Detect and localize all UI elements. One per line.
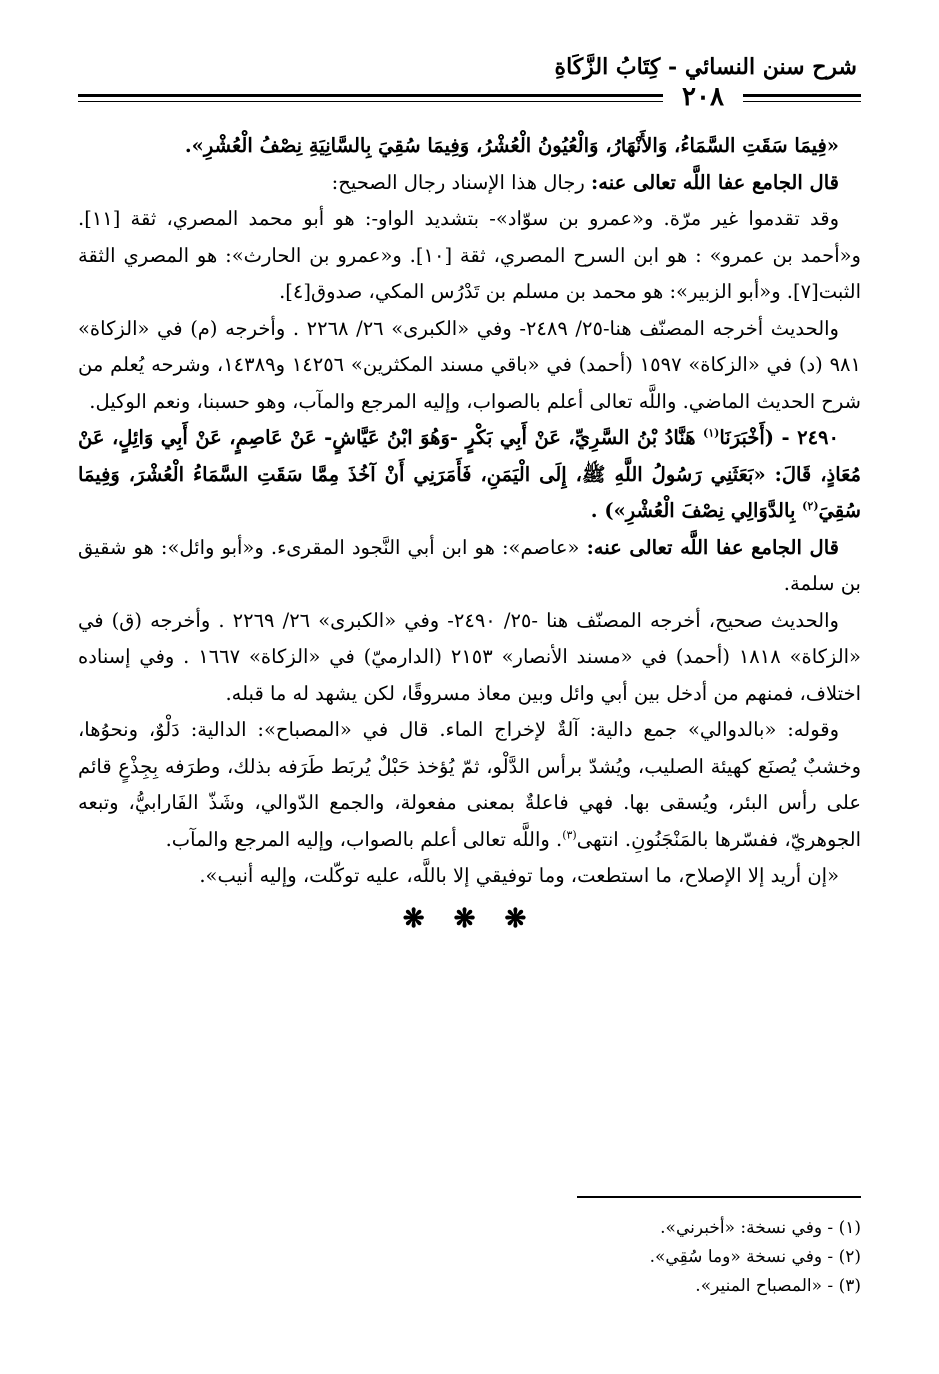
hadith-2490-opening: ٢٤٩٠ - (أَخْبَرَنَا: [719, 426, 839, 449]
footnote-ref-2: (٢): [802, 499, 819, 513]
takhrij-paragraph: والحديث أخرجه المصنّف هنا-٢٥/ ٢٤٨٩- وفي «الكبرى» ٢٦/ ٢٢٦٨ . وأخرجه (م) في «الزكاة» ٩٨١ (د) في «الزكاة» ١٥٩٧ (أحمد) في «باقي مسند المكثرين» ١٤٢٥٦ و١٤٣٨٩، وشرحه يُعلم من شرح الحديث الماضي. واللَّه تعالى أعلم بالصواب، وإليه المرجع والمآب، وهو حسبنا، ونعم الوكيل.: [78, 316, 861, 413]
commentator-label: قال الجامع عفا اللَّه تعالى عنه:: [591, 170, 839, 194]
hadith-text-end: «فِيمَا سَقَتِ السَّمَاءُ، وَالأَنْهَارُ، وَالْعُيُونُ الْعُشْرُ، وَفِيمَا سُقِيَ بِالسَّانِيَةِ نِصْفُ الْعُشْرِ».: [184, 134, 839, 157]
footnote-ref-1: (١): [702, 426, 720, 440]
footnote-ref-3: (٣): [562, 828, 577, 841]
hadith-2490-end: بِالدَّوَالِي نِصْفَ الْعُشْرِ») .: [590, 499, 803, 522]
narrators-paragraph: وقد تقدموا غير مرّة. و«عمرو بن سوّاد»- بتشديد الواو-: هو أبو محمد المصري، ثقة [١١]. و«أحمد بن عمرو» : هو ابن السرح المصري، ثقة [١٠]. و«عمرو بن الحارث»: هو المصري الثقة الثبت[٧]. و«أبو الزبير»: هو محمد بن مسلم بن تَدْرُس المكي، صدوق[٤].: [78, 207, 861, 303]
commentary-2490: [78, 530, 861, 603]
footnote-3: (٣) - «المصباح المنير».: [695, 1276, 861, 1296]
page-header: [78, 52, 861, 116]
commentary-intro: [78, 165, 861, 202]
footnotes: [360, 1214, 861, 1301]
explanation-paragraph: [78, 712, 861, 858]
header-rule: [78, 82, 861, 116]
footnote-rule: [577, 1196, 861, 1198]
header-rule-long: [78, 94, 663, 102]
commentator-label-2: قال الجامع عفا اللَّه تعالى عنه:: [586, 535, 839, 559]
footnote-2: (٢) - وفي نسخة «وما سُقِي».: [649, 1247, 861, 1267]
section-separator: ❋ ❋ ❋: [402, 903, 537, 934]
commentary-intro-text: رجال هذا الإسناد رجال الصحيح:: [331, 170, 592, 194]
explanation-text: وقوله: «بالدوالي» جمع دالية: آلةٌ لإخراج الماء. قال في «المصباح»: الدالية: دَلْوٌ، ونحوُها، وخشبٌ يُصنَع كهيئة الصليب، ويُشدّ برأس الدَّلْو، ثمّ يُؤخذ حَبْلٌ يُربَط طَرَفه بذلك، وطرَفه بِجِذْعٍ قائم على رأس البئر، ويُسقى بها. فهي فاعلةٌ بمعنى مفعولة، والجمع الدّوالي، وشَذّ الفَارابيُّ، وتبعه الجوهريّ، ففسّرها بالمَنْجَنُونِ. انتهى: [78, 718, 861, 851]
explanation-end: . واللَّه تعالى أعلم بالصواب، وإليه المرجع والمآب.: [165, 827, 563, 851]
footnote-1: (١) - وفي نسخة: «أخبرني».: [660, 1218, 861, 1238]
header-rule-short: [743, 94, 861, 102]
closing-quote: «إن أريد إلا الإصلاح، ما استطعت، وما توفيقي إلا باللَّه، عليه توكّلت، وإليه أنيب».: [199, 864, 839, 887]
hadith-2490: [78, 420, 861, 530]
takhrij-2490: والحديث صحيح، أخرجه المصنّف هنا -٢٥/ ٢٤٩٠- وفي «الكبرى» ٢٦/ ٢٢٦٩ . وأخرجه (ق) في «الزكاة» ١٨١٨ (أحمد) في «مسند الأنصار» ٢١٥٣ (الدارميّ) في «الزكاة» ١٦٦٧ . وفي إسناده اختلاف، فمنهم من أدخل بين أبي وائل وبين معاذ مسروقًا، لكن يشهد له ما قبله.: [78, 608, 861, 705]
running-title: شرح سنن النسائي - كِتَابُ الزَّكَاةِ: [554, 54, 857, 80]
commentary-2490-text: «عاصم»: هو ابن أبي النَّجود المقرىء. و«أبو وائل»: هو شقيق بن سلمة.: [78, 535, 861, 595]
main-text: [78, 128, 861, 941]
page-number: ٢٠٨: [682, 82, 724, 112]
hadith-2490-body: هَنَّادُ بْنُ السَّرِيِّ، عَنْ أَبِي بَكْرٍ -وَهُوَ ابْنُ عَيَّاشٍ- عَنْ عَاصِمٍ، عَنْ أَبِي وَائِلٍ، عَنْ مُعَاذٍ، قَالَ: «بَعَثَنِي رَسُولُ اللَّهِ ﷺ، إِلَى الْيَمَنِ، فَأَمَرَنِي أَنْ آخُذَ مِمَّا سَقَتِ السَّمَاءُ الْعُشْرَ، وَفِيمَا سُقِيَ: [78, 426, 861, 522]
